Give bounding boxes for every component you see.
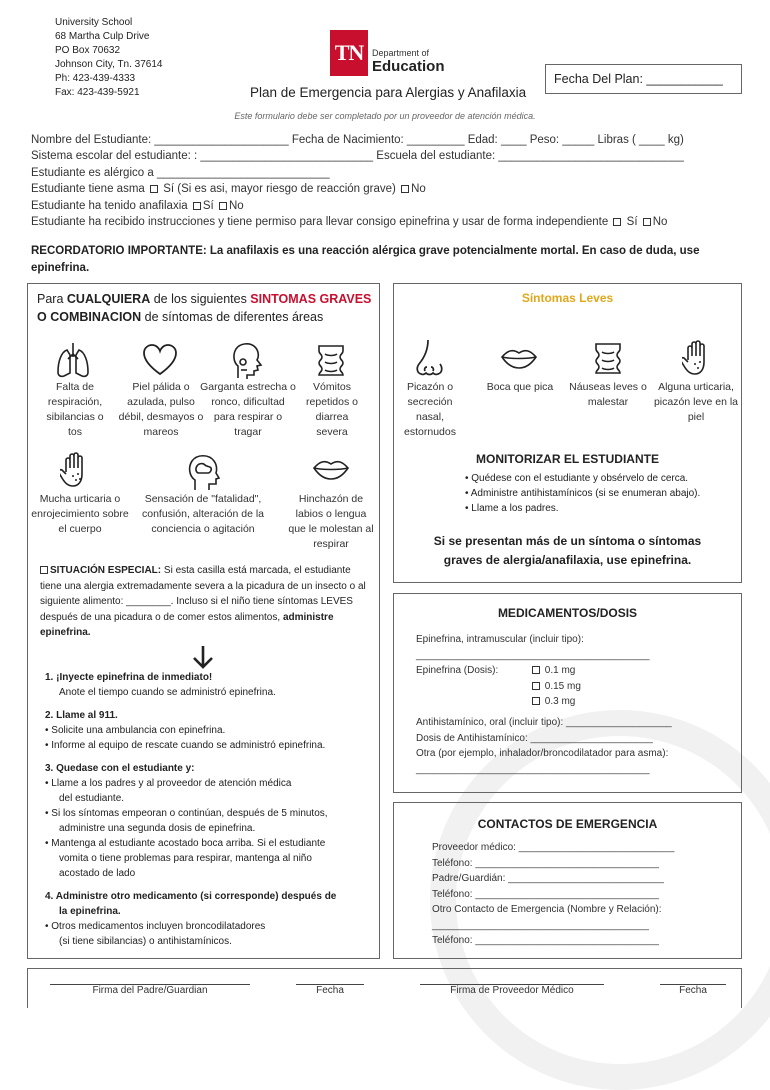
step-3-a2: del estudiante. [59,793,125,804]
severe-symptom-lungs: Falta de respiración, sibilancias o tos [46,381,104,438]
epi-dose-label: Epinefrina (Dosis): [416,665,499,676]
asthma-yes-label: Sí (Si es asi, mayor riesgo de reacción grave) [163,183,396,196]
step-4: 4. Administre otro medicamento (si corresponde) después de [45,891,337,902]
step-3-c: • Mantenga al estudiante acostado boca arriba. Si el estudiante [45,838,326,849]
asthma-no-label: No [411,183,426,196]
step-2: 2. Llame al 911. [45,710,118,721]
lips-icon [312,457,350,481]
monitor-title: MONITORIZAR EL ESTUDIANTE [476,452,659,466]
dose-01-label: 0.1 mg [544,665,576,676]
mouth-icon [500,346,538,370]
tn-education-logo [330,30,445,76]
severe-symptom-throat: Garganta estrecha o ronco, dificultad para respirar o tragar [200,381,296,438]
contact-field[interactable]: Teléfono: _________________________________ [432,888,659,900]
lungs-icon [55,340,91,380]
monitor-item: • Quédese con el estudiante y obsérvelo de cerca. [465,473,689,484]
selfcarry-yes-label: Sí [626,216,638,229]
important-reminder: RECORDATORIO IMPORTANTE: La anafilaxis es una reacción alérgica grave potencialmente mortal. En caso de duda, use epinefrina. [31,245,700,274]
self-carry-row [31,214,684,230]
nose-icon [414,338,444,378]
contact-field[interactable]: Proveedor médico: ____________________________ [432,842,675,853]
epi-type-label: Epinefrina, intramuscular (incluir tipo): [416,634,584,645]
contacts-title: CONTACTOS DE EMERGENCIA [477,817,658,831]
mild-symptoms-title: Síntomas Leves [521,291,614,305]
stomach-icon [313,340,349,380]
school-address [55,16,162,100]
monitor-item: • Llame a los padres. [465,503,559,514]
severe-symptom-heart: Piel pálida o azulada, pulso débil, desmayos o mareos [118,381,204,438]
step-4-a: • Otros medicamentos incluyen broncodilatadores [45,921,266,932]
plan-date-field[interactable]: Fecha Del Plan: ___________ [545,64,742,94]
heart-icon [142,343,178,377]
anaphylaxis-row [31,198,684,214]
antihistamine-dose-field[interactable]: Dosis de Antihistamínico: ______________________ [416,732,653,744]
emergency-steps [45,670,370,949]
parent-signature-label: Firma del Padre/Guardian [92,985,208,996]
special-situation-checkbox[interactable] [40,566,48,574]
anaph-no-checkbox[interactable] [219,202,227,210]
dose-03-checkbox[interactable] [532,697,540,705]
school-line: Fax: 423-439-5921 [55,87,140,98]
dose-01-checkbox[interactable] [532,666,540,674]
school-line: PO Box 70632 [55,45,121,56]
form-line[interactable]: Estudiante es alérgico a ___________________________ [31,166,330,179]
form-line[interactable]: Nombre del Estudiante: _____________________ Fecha de Nacimiento: _________ Edad: ____ Peso: _____ Libras ( ____ kg) [31,134,684,146]
step-3-a: • Llame a los padres y al proveedor de atención médica [45,778,292,789]
dose-015-label: 0.15 mg [544,680,581,692]
severe-header: Para CUALQUIERA de los siguientes SINTOMAS GRAVES O COMBINACION de síntomas de diferentes áreas [37,292,372,324]
logo-edu: Education [372,58,445,75]
step-1-text: Anote el tiempo cuando se administró epinefrina. [59,687,276,698]
multi-symptom-warning: Si se presentan más de un síntoma o síntomas graves de alergia/anafilaxia, use epinefrina. [433,534,702,567]
medications-title: MEDICAMENTOS/DOSIS [497,606,638,620]
form-line[interactable]: Sistema escolar del estudiante: : ___________________________ Escuela del estudiante: _____________________________ [31,150,684,163]
mild-symptom-mouth: Boca que pica [486,381,554,393]
step-4-b: la epinefrina. [59,906,121,917]
severe-symptom-doom: Sensación de "fatalidad", confusión, alteración de la conciencia o agitación [142,493,264,535]
step-3: 3. Quedase con el estudiante y: [45,763,195,774]
school-line: Johnson City, Tn. 37614 [55,59,163,70]
contact-field[interactable]: Padre/Guardián: ____________________________ [432,873,664,884]
hand-hives-icon [60,452,90,490]
arrow-down-icon [191,644,215,670]
step-3-b2: administre una segunda dosis de epinefrina. [59,823,256,834]
selfcarry-yes-checkbox[interactable] [613,218,621,226]
severe-symptom-lips: Hinchazón de labios o lengua que le molestan al respirar [288,493,374,550]
step-4-a2: (si tiene sibilancias) o antihistamínicos. [59,936,232,947]
special-situation: SITUACIÓN ESPECIAL: Si esta casilla está marcada, el estudiante tiene una alergia extremadamente severa a la picadura de un insecto o al siguiente alimento: ________. Incluso si el niño tiene síntomas LEVES después de una picadura o de comer estos alimentos, administre epinefrina. [40,565,366,638]
dose-03-label: 0.3 mg [544,696,576,707]
asthma-row [31,181,684,197]
monitor-item: • Administre antihistamínicos (si se enumeran abajo). [465,488,701,499]
epi-type-field[interactable]: __________________________________________ [416,649,650,661]
provider-signature-label: Firma de Proveedor Médico [450,985,574,996]
contact-field[interactable]: Teléfono: _________________________________ [432,935,659,946]
date1-label: Fecha [316,985,344,996]
page-title: Plan de Emergencia para Alergias y Anafilaxia [250,85,527,100]
severe-symptom-stomach: Vómitos repetidos o diarrea severa [306,381,358,438]
logo-dept: Department of [372,48,430,58]
selfcarry-label: Estudiante ha recibido instrucciones y tiene permiso para llevar consigo epinefrina y usar de forma independiente [31,216,609,229]
anaph-yes-checkbox[interactable] [193,202,201,210]
contact-field-label: Otro Contacto de Emergencia (Nombre y Relación): [432,904,662,915]
anaph-no-label: No [228,199,244,212]
asthma-label: Estudiante tiene asma [31,183,145,196]
mild-symptom-nose: Picazón o secreción nasal, estornudos [404,381,456,438]
step-1: 1. ¡Inyecte epinefrina de inmediato! [45,672,213,683]
contact-field[interactable]: _______________________________________ [432,919,649,931]
student-info-form [31,132,684,230]
tn-logo-mark: TN [330,30,368,76]
other-med-label: Otra (por ejemplo, inhalador/broncodilatador para asma): [416,748,669,759]
step-3-c2: vomita o tiene problemas para respirar, mantenga al niño [59,853,312,864]
school-line: 68 Martha Culp Drive [55,31,150,42]
asthma-yes-checkbox[interactable] [150,185,158,193]
page-subtitle: Este formulario debe ser completado por un proveedor de atención médica. [234,111,536,121]
mild-symptom-hives: Alguna urticaria, picazón leve en la piel [653,381,739,423]
antihistamine-field[interactable]: Antihistamínico, oral (incluir tipo): ___________________ [416,717,672,728]
monitor-list [465,471,700,516]
contact-field[interactable]: Teléfono: _________________________________ [432,857,659,869]
severe-symptom-hives: Mucha urticaria o enrojecimiento sobre el cuerpo [31,493,129,535]
hand-mild-icon [682,340,712,378]
mild-symptom-nausea: Náuseas leves o malestar [569,381,647,408]
head-confusion-icon [186,452,222,492]
step-2-a: • Solicite una ambulancia con epinefrina. [45,725,226,736]
step-2-b: • Informe al equipo de rescate cuando se administró epinefrina. [45,740,326,751]
contacts-fields [432,840,674,949]
stomach-mild-icon [590,338,626,378]
dose-015-checkbox[interactable] [532,682,540,690]
medications-fields [416,632,672,777]
anaph-label: Estudiante ha tenido anafilaxia [31,199,188,212]
date2-label: Fecha [679,985,707,996]
school-line: Ph: 423-439-4333 [55,73,136,84]
selfcarry-no-label: No [652,216,668,229]
throat-icon [230,340,264,380]
selfcarry-no-checkbox[interactable] [643,218,651,226]
school-line: University School [55,17,133,28]
asthma-no-checkbox[interactable] [401,185,409,193]
step-3-c3: acostado de lado [59,868,136,879]
step-3-b: • Si los síntomas empeoran o continúan, después de 5 minutos, [45,808,328,819]
anaph-yes-label: Sí [202,199,214,212]
other-med-field[interactable]: __________________________________________ [416,763,650,775]
